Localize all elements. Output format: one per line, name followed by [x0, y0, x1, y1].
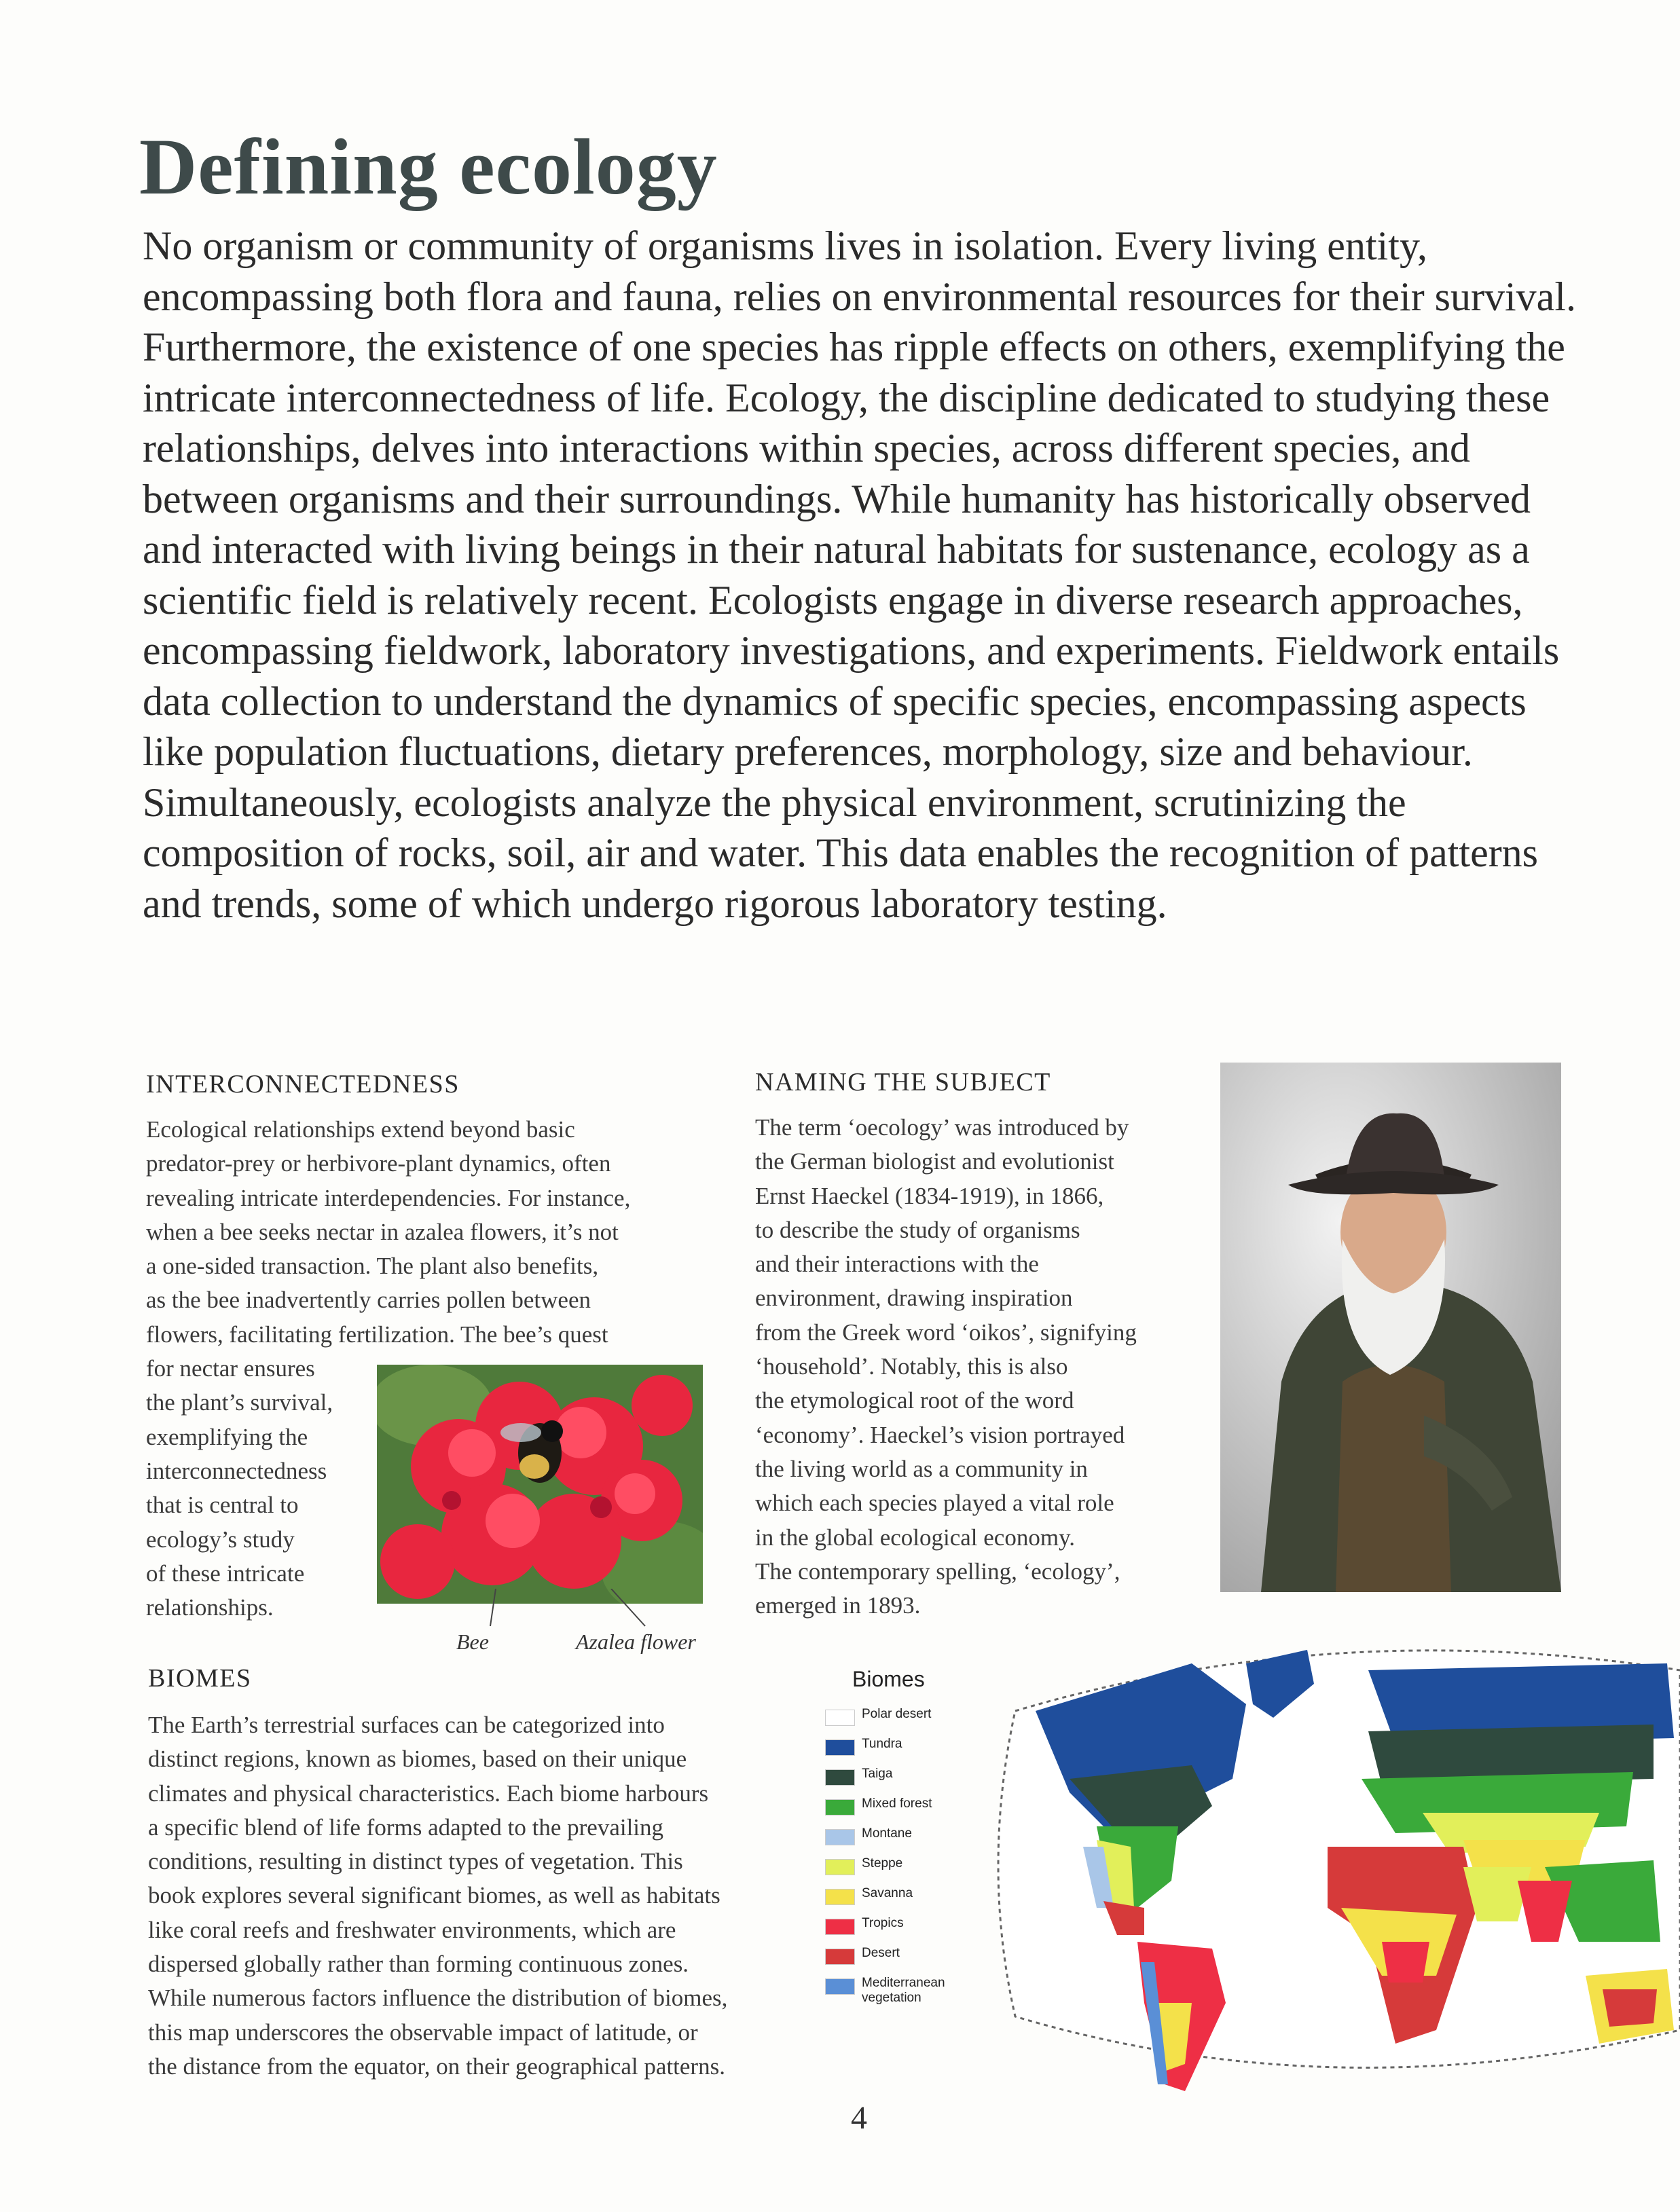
legend-item: [825, 1976, 968, 2006]
legend-swatch: [825, 1799, 855, 1815]
legend-label: Montane: [862, 1826, 912, 1841]
body-line: of these intricate: [146, 1560, 305, 1587]
legend-label: Mediterranean vegetation: [862, 1976, 945, 2005]
legend-items: [825, 1707, 968, 2006]
body-line: a specific blend of life forms adapted to the prevailing: [148, 1813, 664, 1841]
legend-item: [825, 1826, 968, 1856]
body-line: interconnectedness: [146, 1457, 327, 1484]
body-line: predator-prey or herbivore-plant dynamics, often: [146, 1150, 611, 1177]
legend-label: Tundra: [862, 1737, 902, 1751]
legend-item: [825, 1707, 968, 1737]
body-line: Ernst Haeckel (1834-1919), in 1866,: [755, 1182, 1104, 1209]
body-line: Ecological relationships extend beyond basic: [146, 1116, 575, 1143]
body-line: flowers, facilitating fertilization. The bee’s quest: [146, 1321, 608, 1348]
body-line: which each species played a vital role: [755, 1490, 1114, 1517]
legend-item: [825, 1796, 968, 1826]
body-line: While numerous factors influence the distribution of biomes,: [148, 1985, 728, 2012]
body-line: this map underscores the observable impact of latitude, or: [148, 2019, 698, 2046]
body-line: for nectar ensures: [146, 1355, 315, 1382]
legend-item: [825, 1916, 968, 1946]
body-line: to describe the study of organisms: [755, 1216, 1080, 1243]
legend-item: [825, 1767, 968, 1796]
legend-swatch: [825, 1710, 855, 1726]
body-line: the living world as a community in: [755, 1455, 1088, 1482]
body-line: as the bee inadvertently carries pollen between: [146, 1287, 591, 1314]
body-line: in the global ecological economy.: [755, 1524, 1076, 1551]
page-number: 4: [851, 2100, 867, 2136]
legend-label: Polar desert: [862, 1707, 932, 1721]
body-line: conditions, resulting in distinct types of vegetation. This: [148, 1848, 683, 1875]
legend-swatch: [825, 1919, 855, 1935]
body-line: distinct regions, known as biomes, based on their unique: [148, 1746, 687, 1773]
body-line: the plant’s survival,: [146, 1389, 333, 1416]
body-line: ‘household’. Notably, this is also: [755, 1353, 1068, 1380]
biomes-heading: BIOMES: [148, 1664, 252, 1693]
legend-item: [825, 1737, 968, 1767]
azalea-flower-caption: Azalea flower: [576, 1629, 696, 1654]
interconnectedness-heading: INTERCONNECTEDNESS: [146, 1070, 460, 1099]
body-line: like coral reefs and freshwater environments, which are: [148, 1916, 676, 1943]
haeckel-portrait-photo: [1220, 1063, 1561, 1592]
body-line: revealing intricate interdependencies. For instance,: [146, 1184, 631, 1211]
body-line: from the Greek word ‘oikos’, signifying: [755, 1319, 1137, 1346]
body-line: The term ‘oecology’ was introduced by: [755, 1114, 1129, 1141]
body-line: a one-sided transaction. The plant also benefits,: [146, 1253, 599, 1280]
legend-swatch: [825, 1769, 855, 1786]
caption-pointer-lines: [475, 1589, 652, 1629]
legend-item: [825, 1886, 968, 1916]
legend-item: [825, 1856, 968, 1886]
body-line: climates and physical characteristics. Each biome harbours: [148, 1780, 709, 1807]
body-line: The Earth’s terrestrial surfaces can be categorized into: [148, 1712, 665, 1738]
legend-label: Desert: [862, 1946, 900, 1960]
legend-title: Biomes: [852, 1667, 925, 1691]
body-line: ecology’s study: [146, 1526, 295, 1553]
legend-label: Steppe: [862, 1856, 903, 1870]
body-line: when a bee seeks nectar in azalea flowers, it’s not: [146, 1218, 619, 1245]
legend-label: Mixed forest: [862, 1796, 932, 1811]
legend-swatch: [825, 1978, 855, 1995]
legend-item: [825, 1946, 968, 1976]
body-line: book explores several significant biomes, as well as habitats: [148, 1882, 720, 1909]
legend-swatch: [825, 1859, 855, 1875]
legend-swatch: [825, 1829, 855, 1845]
body-line: environment, drawing inspiration: [755, 1285, 1073, 1312]
body-line: The contemporary spelling, ‘ecology’,: [755, 1557, 1120, 1585]
legend-swatch: [825, 1889, 855, 1905]
body-line: and their interactions with the: [755, 1251, 1039, 1278]
legend-swatch: [825, 1949, 855, 1965]
naming-body: [755, 1111, 1203, 1623]
legend-label: Tropics: [862, 1916, 904, 1930]
page-title: Defining ecology: [139, 122, 718, 211]
body-line: dispersed globally rather than forming continuous zones.: [148, 1951, 689, 1978]
bee-caption: Bee: [456, 1629, 489, 1654]
biomes-legend: [825, 1667, 968, 2006]
legend-label: Taiga: [862, 1767, 893, 1781]
body-line: emerged in 1893.: [755, 1592, 921, 1619]
biomes-body: [148, 1708, 827, 2084]
body-line: exemplifying the: [146, 1423, 308, 1450]
world-biome-map: [988, 1623, 1680, 2098]
body-line: that is central to: [146, 1492, 299, 1519]
legend-swatch: [825, 1739, 855, 1756]
naming-heading: NAMING THE SUBJECT: [755, 1068, 1051, 1096]
body-line: relationships.: [146, 1594, 274, 1621]
intro-paragraph: No organism or community of organisms lives in isolation. Every living entity, encompassing both flora and fauna, relies on environmental resources for their survival. Furthermore, the existence of one species has ripple effects on others, exemplifying the intricate interconnectedness of life. Ecology, the discipline dedicated to studying these relationships, delves into interactions within species, across different species, and between organisms and their surroundings. While humanity has historically observed and interacted with living beings in their natural habitats for sustenance, ecology as a scientific field is relatively recent. Ecologists engage in diverse research approaches, encompassing fieldwork, laboratory investigations, and experiments. Fieldwork entails data collection to understand the dynamics of specific species, encompassing aspects like population fluctuations, dietary preferences, morphology, size and behaviour. Simultaneously, ecologists analyze the physical environment, scrutinizing the composition of rocks, soil, air and water. This data enables the recognition of patterns and trends, some of which undergo rigorous laboratory testing.: [143, 223, 1576, 926]
legend-label: Savanna: [862, 1886, 913, 1900]
bee-azalea-photo: [377, 1365, 703, 1604]
biomes-section: [148, 1663, 827, 2084]
naming-section: [755, 1067, 1203, 1623]
body-line: ‘economy’. Haeckel’s vision portrayed: [755, 1421, 1125, 1448]
body-line: the etymological root of the word: [755, 1387, 1074, 1414]
body-line: the German biologist and evolutionist: [755, 1148, 1114, 1175]
body-line: the distance from the equator, on their geographical patterns.: [148, 2052, 725, 2080]
